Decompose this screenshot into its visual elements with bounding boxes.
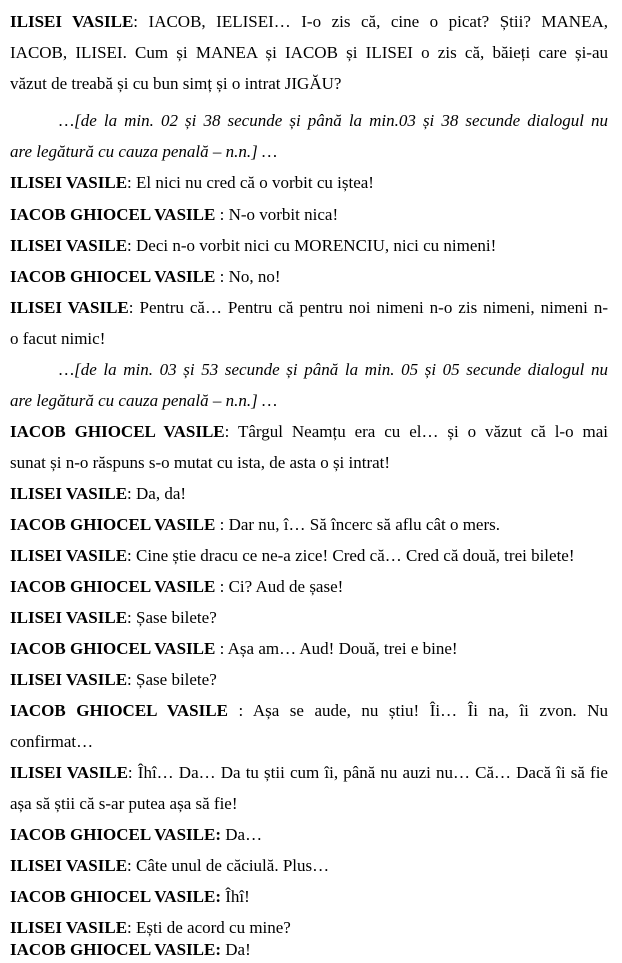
dialogue-line: IACOB GHIOCEL VASILE : N-o vorbit nica! <box>10 205 339 224</box>
utterance: El nici nu cred că o vorbit cu iștea! <box>136 173 374 192</box>
speaker-name: IACOB GHIOCEL VASILE <box>10 515 216 534</box>
dialogue-line: ILISEI VASILE: Pentru că… Pentru că pentru noi nimeni n-o zis nimeni, nimeni n- <box>10 298 608 317</box>
note-text: are legătură cu cauza penală – n.n.] … <box>10 391 278 410</box>
dialogue-line: ILISEI VASILE: Șase bilete? <box>10 608 217 627</box>
speaker-name: IACOB GHIOCEL VASILE <box>10 267 216 286</box>
dialogue-line <box>10 329 608 349</box>
speaker-name: IACOB GHIOCEL VASILE <box>10 639 216 658</box>
utterance: Ești de acord cu mine? <box>136 918 291 937</box>
utterance: văzut de treabă și cu bun simț și o intrat JIGĂU? <box>10 74 342 93</box>
dialogue-line <box>10 825 608 845</box>
speaker-name: ILISEI VASILE <box>10 12 134 31</box>
utterance: sunat și n-o răspuns s-o mutat cu ista, de asta o și intrat! <box>10 453 391 472</box>
speaker-name: ILISEI VASILE <box>10 763 128 782</box>
dialogue-line: IACOB GHIOCEL VASILE : Ci? Aud de șase! <box>10 577 344 596</box>
utterance: Da! <box>225 940 251 959</box>
utterance: așa să știi că s-ar putea așa să fie! <box>10 794 238 813</box>
dialogue-line <box>10 887 608 907</box>
speaker-name: IACOB GHIOCEL VASILE <box>10 205 216 224</box>
editor-note <box>59 360 608 380</box>
utterance: Dar nu, î… Să încerc să aflu cât o mers. <box>228 515 501 534</box>
editor-note <box>10 391 608 411</box>
speaker-name: IACOB GHIOCEL VASILE <box>10 701 228 720</box>
speaker-name: IACOB GHIOCEL VASILE <box>10 577 216 596</box>
speaker-name: ILISEI VASILE <box>10 173 128 192</box>
speaker-name: ILISEI VASILE <box>10 298 129 317</box>
editor-note <box>10 142 608 162</box>
dialogue-line <box>10 43 608 63</box>
utterance: N-o vorbit nica! <box>228 205 339 224</box>
note-text: …[de la min. 03 și 53 secunde și până la min. 05 și 05 secunde dialogul nu <box>59 360 608 379</box>
speaker-name: ILISEI VASILE <box>10 484 128 503</box>
speaker-name: IACOB GHIOCEL VASILE <box>10 422 225 441</box>
utterance: Pentru că… Pentru că pentru noi nimeni n-o zis nimeni, nimeni n- <box>139 298 608 317</box>
utterance: Ci? Aud de șase! <box>228 577 344 596</box>
utterance: Da… <box>225 825 263 844</box>
dialogue-line: IACOB GHIOCEL VASILE : Așa se aude, nu știu! Îi… Îi na, îi zvon. Nu <box>10 701 608 720</box>
utterance: Îhî… Da… Da tu știi cum îi, până nu auzi nu… Că… Dacă îi să fie <box>137 763 608 782</box>
speaker-name: ILISEI VASILE <box>10 856 128 875</box>
dialogue-line: ILISEI VASILE: Câte unul de căciulă. Plus… <box>10 856 330 875</box>
utterance: Așa se aude, nu știu! Îi… Îi na, îi zvon. Nu <box>252 701 608 720</box>
speaker-name: ILISEI VASILE <box>10 608 128 627</box>
note-text: …[de la min. 02 și 38 secunde și până la min.03 și 38 secunde dialogul nu <box>59 111 608 130</box>
dialogue-line: ILISEI VASILE: Îhî… Da… Da tu știi cum îi, până nu auzi nu… Că… Dacă îi să fie <box>10 763 608 782</box>
dialogue-line <box>10 940 608 960</box>
dialogue-line <box>10 453 608 473</box>
speaker-name: IACOB GHIOCEL VASILE: <box>10 825 221 844</box>
dialogue-line: ILISEI VASILE: Cine știe dracu ce ne-a zice! Cred că… Cred că două, trei bilete! <box>10 546 575 565</box>
speaker-name: IACOB GHIOCEL VASILE: <box>10 940 221 959</box>
utterance: Câte unul de căciulă. Plus… <box>136 856 330 875</box>
speaker-name: ILISEI VASILE <box>10 546 128 565</box>
utterance: Șase bilete? <box>136 608 217 627</box>
speaker-name: ILISEI VASILE <box>10 918 128 937</box>
speaker-name: ILISEI VASILE <box>10 236 128 255</box>
utterance: confirmat… <box>10 732 94 751</box>
editor-note <box>59 111 608 131</box>
dialogue-line <box>10 74 608 94</box>
utterance: IACOB, ILISEI. Cum și MANEA și IACOB și ILISEI o zis că, băieți care și-au <box>10 43 608 62</box>
utterance: Șase bilete? <box>136 670 217 689</box>
dialogue-line: ILISEI VASILE: Deci n-o vorbit nici cu MORENCIU, nici cu nimeni! <box>10 236 497 255</box>
utterance: Târgul Neamțu era cu el… și o văzut că l-o mai <box>237 422 608 441</box>
dialogue-line <box>10 732 608 752</box>
dialogue-line: IACOB GHIOCEL VASILE : Așa am… Aud! Două, trei e bine! <box>10 639 458 658</box>
dialogue-line <box>10 794 608 814</box>
utterance: Îhî! <box>225 887 250 906</box>
dialogue-line: ILISEI VASILE: Da, da! <box>10 484 187 503</box>
utterance: Da, da! <box>136 484 187 503</box>
dialogue-line: IACOB GHIOCEL VASILE : Dar nu, î… Să încerc să aflu cât o mers. <box>10 515 501 534</box>
speaker-name: IACOB GHIOCEL VASILE: <box>10 887 221 906</box>
utterance: IACOB, IELISEI… I-o zis că, cine o picat? Știi? MANEA, <box>148 12 608 31</box>
utterance: No, no! <box>228 267 281 286</box>
dialogue-line: ILISEI VASILE: El nici nu cred că o vorbit cu iștea! <box>10 173 374 192</box>
dialogue-line: IACOB GHIOCEL VASILE: Târgul Neamțu era cu el… și o văzut că l-o mai <box>10 422 608 441</box>
dialogue-line: ILISEI VASILE: IACOB, IELISEI… I-o zis că, cine o picat? Știi? MANEA, <box>10 12 608 31</box>
dialogue-line: IACOB GHIOCEL VASILE : No, no! <box>10 267 281 286</box>
dialogue-line: ILISEI VASILE: Șase bilete? <box>10 670 217 689</box>
utterance: o facut nimic! <box>10 329 106 348</box>
dialogue-line: ILISEI VASILE: Ești de acord cu mine? <box>10 918 291 937</box>
note-text: are legătură cu cauza penală – n.n.] … <box>10 142 278 161</box>
speaker-name: ILISEI VASILE <box>10 670 128 689</box>
utterance: Așa am… Aud! Două, trei e bine! <box>227 639 458 658</box>
utterance: Cine știe dracu ce ne-a zice! Cred că… Cred că două, trei bilete! <box>136 546 575 565</box>
utterance: Deci n-o vorbit nici cu MORENCIU, nici cu nimeni! <box>136 236 497 255</box>
